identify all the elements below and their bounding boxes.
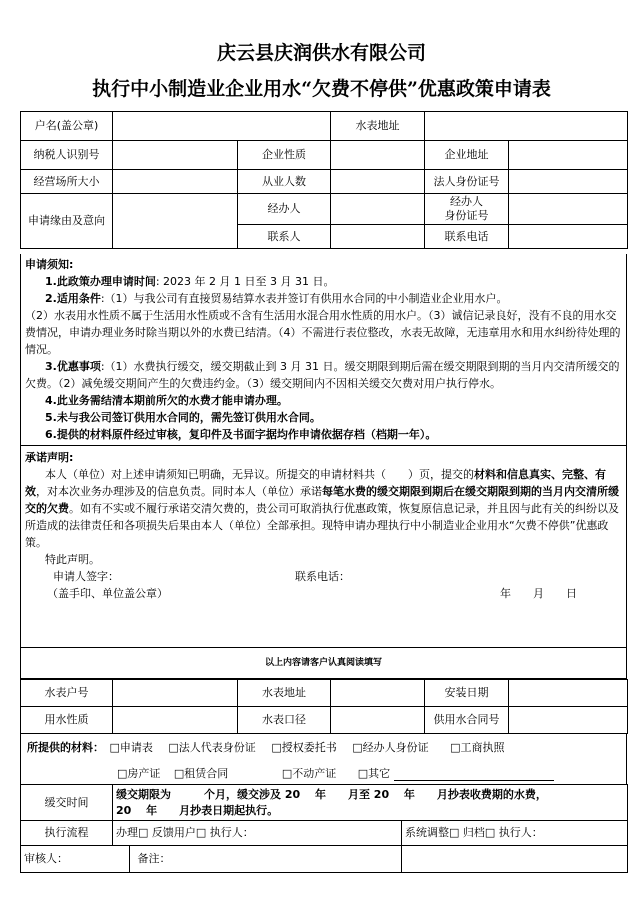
deferral-terms [113,785,628,821]
material-application-form[interactable]: □申请表 [109,741,153,754]
install-date-field[interactable] [509,680,628,707]
meter-caliber-field[interactable] [331,707,425,734]
declaration-heading: 承诺声明: [25,451,74,464]
declaration-bold-b: 每笔水费的缓交期限到期后在缓交期限到期的当月内交清所缓交的欠费 [25,485,619,515]
meter-account-label: 水表户号 [21,680,113,707]
declaration-date: 年 月 日 [500,587,577,600]
notes-heading: 申请须知: [25,258,74,271]
material-lease-contract[interactable]: □租赁合同 [173,767,229,780]
material-other[interactable]: □其它 [357,767,391,780]
material-power-of-attorney[interactable]: □授权委托书 [271,741,337,754]
staff-meter-address-label: 水表地址 [238,680,331,707]
deferral-label: 缓交时间 [21,785,113,821]
handler-id-field[interactable] [509,194,628,225]
note-2-continued: （2）水表用水性质不属于生活用水性质或不含有生活用水混合用水性质的用水户。（3）诚信记录良好，没有不良的用水交费情况，申请办理业务时除当期以外的水费已结清。（4）不需进行表位整改，水表无故障，无违章用水和用水纠纷待处理的情况。 [25,309,621,356]
handler-id-label-line2: 身份证号 [444,209,489,222]
contact-phone-label: 联系电话 [425,225,509,249]
processing-table [20,784,628,873]
declaration-section [21,445,626,602]
note-4: 4.此业务需结清本期前所欠的水费才能申请办理。 [45,394,288,407]
reason-label: 申请缘由及意向 [21,194,113,249]
account-name-label: 户名(盖公章) [21,112,113,141]
note-3-lead: 3.优惠事项 [45,360,101,373]
tax-id-label: 纳税人识别号 [21,141,113,170]
materials-section [20,733,627,785]
signature-row [25,568,622,585]
enterprise-nature-field[interactable] [331,141,425,170]
premises-size-field[interactable] [113,170,238,194]
handler-label: 经办人 [238,194,331,225]
reviewer-cell[interactable] [21,846,402,873]
declaration-bold-a: 材料和信息真实、完整、有效 [25,468,606,498]
handler-field[interactable] [331,194,425,225]
meter-address-label: 水表地址 [331,112,425,141]
declaration-body [25,466,622,551]
seal-note: （盖手印、单位盖公章） [47,587,168,600]
note-5: 5.未与我公司签订供用水合同的，需先签订供用水合同。 [45,411,321,424]
process-label: 执行流程 [21,821,113,846]
deferral-line-2: 20 年 月抄表日期起执行。 [116,803,279,817]
applicant-info-table [20,111,628,249]
note-1-lead: 1.此政策办理申请时间 [45,275,156,288]
note-2 [25,290,622,307]
install-date-label: 安装日期 [425,680,509,707]
tax-id-field[interactable] [113,141,238,170]
enterprise-address-field[interactable] [509,141,628,170]
note-1 [25,273,622,290]
materials-row-1 [27,739,505,755]
note-2-text: :（1）与我公司有直接贸易结算水表并签订有供用水合同的中小制造业企业用水户。 [100,292,508,305]
water-nature-field[interactable] [113,707,238,734]
material-other-blank[interactable] [394,780,554,781]
premises-size-label: 经营场所大小 [21,170,113,194]
material-handler-id[interactable]: □经办人身份证 [352,741,429,754]
note-1-text: : 2023 年 2 月 1 日至 3 月 31 日。 [155,275,335,288]
declaration-phone-label: 联系电话： [295,570,350,583]
company-name: 庆云县庆润供水有限公司 [216,42,426,64]
process-step-1[interactable]: 办理□ 反馈用户□ 执行人： [113,821,402,846]
materials-label: 所提供的材料： [27,741,104,754]
meter-caliber-label: 水表口径 [238,707,331,734]
staff-fill-notice: 以上内容请客户认真阅读填写 [20,648,627,679]
contract-no-field[interactable] [509,707,628,734]
meter-account-field[interactable] [113,680,238,707]
note-2-lead: 2.适用条件 [45,292,101,305]
handler-id-label [425,194,509,225]
declaration-text-c: 。如有不实或不履行承诺交清欠费的，贵公司可取消执行优惠政策，恢复原信息记录，并且因与此有关的纠纷以及所造成的法律责任和各项损失后果由本人（单位）全部承担。现特申请办理执行中小制造业企业用水“欠费不停供”优惠政策。 [25,502,619,549]
staff-info-table [20,679,628,734]
material-real-estate-certificate[interactable]: □不动产证 [281,767,337,780]
reason-field[interactable] [113,194,238,249]
note-6: 6.提供的材料原件经过审核，复印件及书面字据均作申请依据存档（档期一年）。 [45,428,437,441]
legal-rep-id-field[interactable] [509,170,628,194]
reviewer-label: 审核人： [24,852,68,865]
employees-field[interactable] [331,170,425,194]
staff-meter-address-field[interactable] [331,680,425,707]
process-step-2[interactable]: 系统调整□ 归档□ 执行人： [402,821,628,846]
declaration-text-a: 本人（单位）对上述申请须知已明确，无异议。所提交的申请材料共（ ）页，提交的 [45,468,474,481]
enterprise-address-label: 企业地址 [425,141,509,170]
account-name-field[interactable] [113,112,331,141]
material-legal-rep-id[interactable]: □法人代表身份证 [168,741,256,754]
note-3-text: :（1）水费执行缓交，缓交期截止到 3 月 31 日。缓交期限到期后需在缓交期限到期的当月内交清所缓交的欠费。（2）减免缓交期间产生的欠费违约金。（3）缓交期间内不因相关缓交欠费对用户执行停水。 [25,360,620,390]
handler-id-label-line1: 经办人 [450,195,483,208]
contact-label: 联系人 [238,225,331,249]
employees-label: 从业人数 [238,170,331,194]
water-nature-label: 用水性质 [21,707,113,734]
applicant-signature-label: 申请人签字： [53,570,119,583]
contract-no-label: 供用水合同号 [425,707,509,734]
contact-field[interactable] [331,225,425,249]
enterprise-nature-label: 企业性质 [238,141,331,170]
remarks-field[interactable] [402,846,628,873]
remarks-label: 备注： [137,852,171,865]
note-3 [25,358,622,392]
declaration-special: 特此声明。 [45,553,100,566]
materials-row-2 [117,765,554,781]
material-business-license[interactable]: □工商执照 [450,741,505,754]
contact-phone-field[interactable] [509,225,628,249]
meter-address-field[interactable] [425,112,628,141]
application-notes [20,254,627,648]
legal-rep-id-label: 法人身份证号 [425,170,509,194]
material-property-certificate[interactable]: □房产证 [117,767,161,780]
form-title: 执行中小制造业企业用水“欠费不停供”优惠政策申请表 [92,78,551,100]
deferral-line-1: 缓交期限为 个月，缓交涉及 20 年 月至 20 年 月抄表收费期的水费， [116,787,547,801]
seal-row [25,585,622,602]
declaration-text-b: ，对本次业务办理涉及的信息负责。同时本人（单位）承诺 [36,485,322,498]
